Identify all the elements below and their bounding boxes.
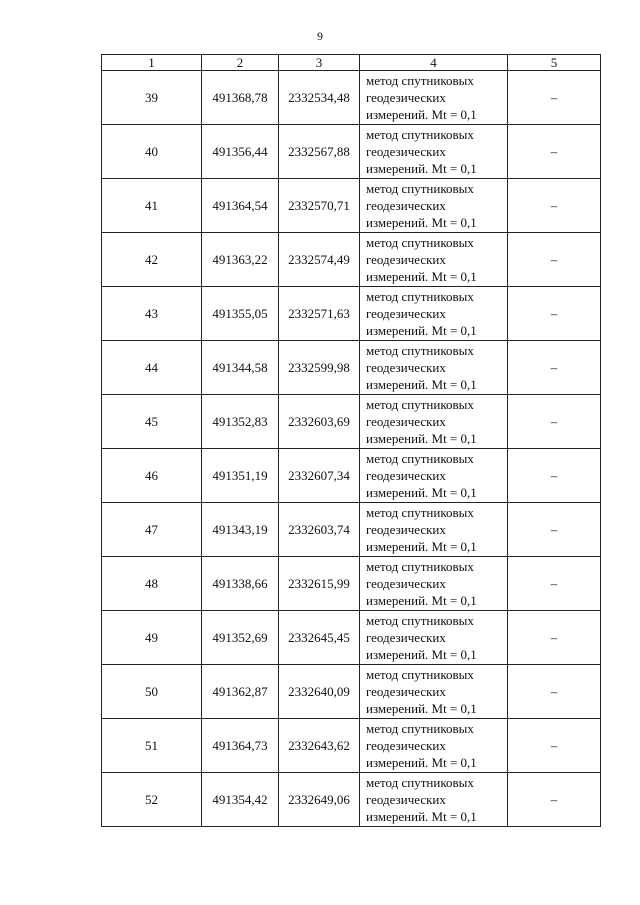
- point-number-cell: 52: [102, 773, 202, 827]
- method-cell: [360, 773, 508, 827]
- y-coordinate-cell: 2332599,98: [279, 341, 360, 395]
- y-coordinate-cell: 2332607,34: [279, 449, 360, 503]
- method-line: измерений. Mt = 0,1: [366, 377, 477, 392]
- table-row: [102, 395, 601, 449]
- method-line: измерений. Mt = 0,1: [366, 701, 477, 716]
- note-cell: –: [508, 287, 601, 341]
- y-coordinate-cell: 2332603,74: [279, 503, 360, 557]
- method-line: измерений. Mt = 0,1: [366, 215, 477, 230]
- method-cell: [360, 665, 508, 719]
- point-number-cell: 50: [102, 665, 202, 719]
- method-cell: [360, 395, 508, 449]
- method-line: метод спутниковых: [366, 343, 474, 358]
- method-line: геодезических: [366, 90, 446, 105]
- method-line: измерений. Mt = 0,1: [366, 269, 477, 284]
- x-coordinate-cell: 491362,87: [202, 665, 279, 719]
- y-coordinate-cell: 2332574,49: [279, 233, 360, 287]
- note-cell: –: [508, 773, 601, 827]
- point-number-cell: 43: [102, 287, 202, 341]
- point-number-cell: 45: [102, 395, 202, 449]
- table-row: [102, 179, 601, 233]
- method-line: метод спутниковых: [366, 235, 474, 250]
- method-cell: [360, 287, 508, 341]
- y-coordinate-cell: 2332649,06: [279, 773, 360, 827]
- method-line: измерений. Mt = 0,1: [366, 539, 477, 554]
- y-coordinate-cell: 2332567,88: [279, 125, 360, 179]
- header-col-2: 2: [202, 55, 279, 71]
- point-number-cell: 42: [102, 233, 202, 287]
- method-line: геодезических: [366, 468, 446, 483]
- table-row: [102, 125, 601, 179]
- method-line: метод спутниковых: [366, 667, 474, 682]
- method-line: метод спутниковых: [366, 721, 474, 736]
- note-cell: –: [508, 557, 601, 611]
- method-cell: [360, 233, 508, 287]
- table-row: [102, 557, 601, 611]
- y-coordinate-cell: 2332570,71: [279, 179, 360, 233]
- y-coordinate-cell: 2332603,69: [279, 395, 360, 449]
- method-cell: [360, 503, 508, 557]
- y-coordinate-cell: 2332571,63: [279, 287, 360, 341]
- note-cell: –: [508, 503, 601, 557]
- method-line: измерений. Mt = 0,1: [366, 809, 477, 824]
- table-row: [102, 341, 601, 395]
- method-line: измерений. Mt = 0,1: [366, 755, 477, 770]
- x-coordinate-cell: 491368,78: [202, 71, 279, 125]
- method-line: геодезических: [366, 738, 446, 753]
- header-col-1: 1: [102, 55, 202, 71]
- x-coordinate-cell: 491343,19: [202, 503, 279, 557]
- table-row: [102, 71, 601, 125]
- table-row: [102, 719, 601, 773]
- method-cell: [360, 449, 508, 503]
- method-line: геодезических: [366, 522, 446, 537]
- table-body: [102, 71, 601, 827]
- y-coordinate-cell: 2332645,45: [279, 611, 360, 665]
- table-row: [102, 287, 601, 341]
- method-line: метод спутниковых: [366, 181, 474, 196]
- method-line: геодезических: [366, 684, 446, 699]
- point-number-cell: 40: [102, 125, 202, 179]
- method-cell: [360, 341, 508, 395]
- header-col-5: 5: [508, 55, 601, 71]
- method-line: метод спутниковых: [366, 73, 474, 88]
- method-line: метод спутниковых: [366, 505, 474, 520]
- method-line: геодезических: [366, 414, 446, 429]
- table-header-row: [102, 55, 601, 71]
- method-line: геодезических: [366, 630, 446, 645]
- table-row: [102, 611, 601, 665]
- y-coordinate-cell: 2332640,09: [279, 665, 360, 719]
- x-coordinate-cell: 491364,73: [202, 719, 279, 773]
- note-cell: –: [508, 233, 601, 287]
- note-cell: –: [508, 125, 601, 179]
- method-line: метод спутниковых: [366, 613, 474, 628]
- method-line: измерений. Mt = 0,1: [366, 485, 477, 500]
- coordinates-table: [101, 54, 601, 827]
- page-number: 9: [317, 29, 323, 43]
- x-coordinate-cell: 491363,22: [202, 233, 279, 287]
- method-line: геодезических: [366, 360, 446, 375]
- method-line: измерений. Mt = 0,1: [366, 431, 477, 446]
- method-cell: [360, 179, 508, 233]
- method-cell: [360, 557, 508, 611]
- method-line: геодезических: [366, 198, 446, 213]
- table-row: [102, 773, 601, 827]
- table-row: [102, 449, 601, 503]
- x-coordinate-cell: 491352,83: [202, 395, 279, 449]
- method-line: метод спутниковых: [366, 397, 474, 412]
- method-line: метод спутниковых: [366, 775, 474, 790]
- point-number-cell: 39: [102, 71, 202, 125]
- point-number-cell: 46: [102, 449, 202, 503]
- note-cell: –: [508, 665, 601, 719]
- method-line: метод спутниковых: [366, 289, 474, 304]
- header-col-4: 4: [360, 55, 508, 71]
- method-line: геодезических: [366, 306, 446, 321]
- x-coordinate-cell: 491354,42: [202, 773, 279, 827]
- method-line: геодезических: [366, 252, 446, 267]
- method-line: измерений. Mt = 0,1: [366, 647, 477, 662]
- note-cell: –: [508, 611, 601, 665]
- point-number-cell: 47: [102, 503, 202, 557]
- point-number-cell: 44: [102, 341, 202, 395]
- method-cell: [360, 719, 508, 773]
- point-number-cell: 41: [102, 179, 202, 233]
- note-cell: –: [508, 341, 601, 395]
- method-line: геодезических: [366, 576, 446, 591]
- note-cell: –: [508, 719, 601, 773]
- note-cell: –: [508, 71, 601, 125]
- note-cell: –: [508, 449, 601, 503]
- method-line: измерений. Mt = 0,1: [366, 593, 477, 608]
- method-line: метод спутниковых: [366, 127, 474, 142]
- table-row: [102, 503, 601, 557]
- x-coordinate-cell: 491344,58: [202, 341, 279, 395]
- y-coordinate-cell: 2332643,62: [279, 719, 360, 773]
- header-col-3: 3: [279, 55, 360, 71]
- table-row: [102, 665, 601, 719]
- method-line: геодезических: [366, 144, 446, 159]
- x-coordinate-cell: 491356,44: [202, 125, 279, 179]
- method-cell: [360, 611, 508, 665]
- method-line: измерений. Mt = 0,1: [366, 323, 477, 338]
- y-coordinate-cell: 2332615,99: [279, 557, 360, 611]
- x-coordinate-cell: 491351,19: [202, 449, 279, 503]
- method-cell: [360, 125, 508, 179]
- method-cell: [360, 71, 508, 125]
- x-coordinate-cell: 491355,05: [202, 287, 279, 341]
- method-line: метод спутниковых: [366, 451, 474, 466]
- note-cell: –: [508, 179, 601, 233]
- method-line: метод спутниковых: [366, 559, 474, 574]
- point-number-cell: 51: [102, 719, 202, 773]
- x-coordinate-cell: 491352,69: [202, 611, 279, 665]
- method-line: измерений. Mt = 0,1: [366, 107, 477, 122]
- method-line: геодезических: [366, 792, 446, 807]
- x-coordinate-cell: 491338,66: [202, 557, 279, 611]
- point-number-cell: 49: [102, 611, 202, 665]
- y-coordinate-cell: 2332534,48: [279, 71, 360, 125]
- method-line: измерений. Mt = 0,1: [366, 161, 477, 176]
- note-cell: –: [508, 395, 601, 449]
- table-row: [102, 233, 601, 287]
- x-coordinate-cell: 491364,54: [202, 179, 279, 233]
- point-number-cell: 48: [102, 557, 202, 611]
